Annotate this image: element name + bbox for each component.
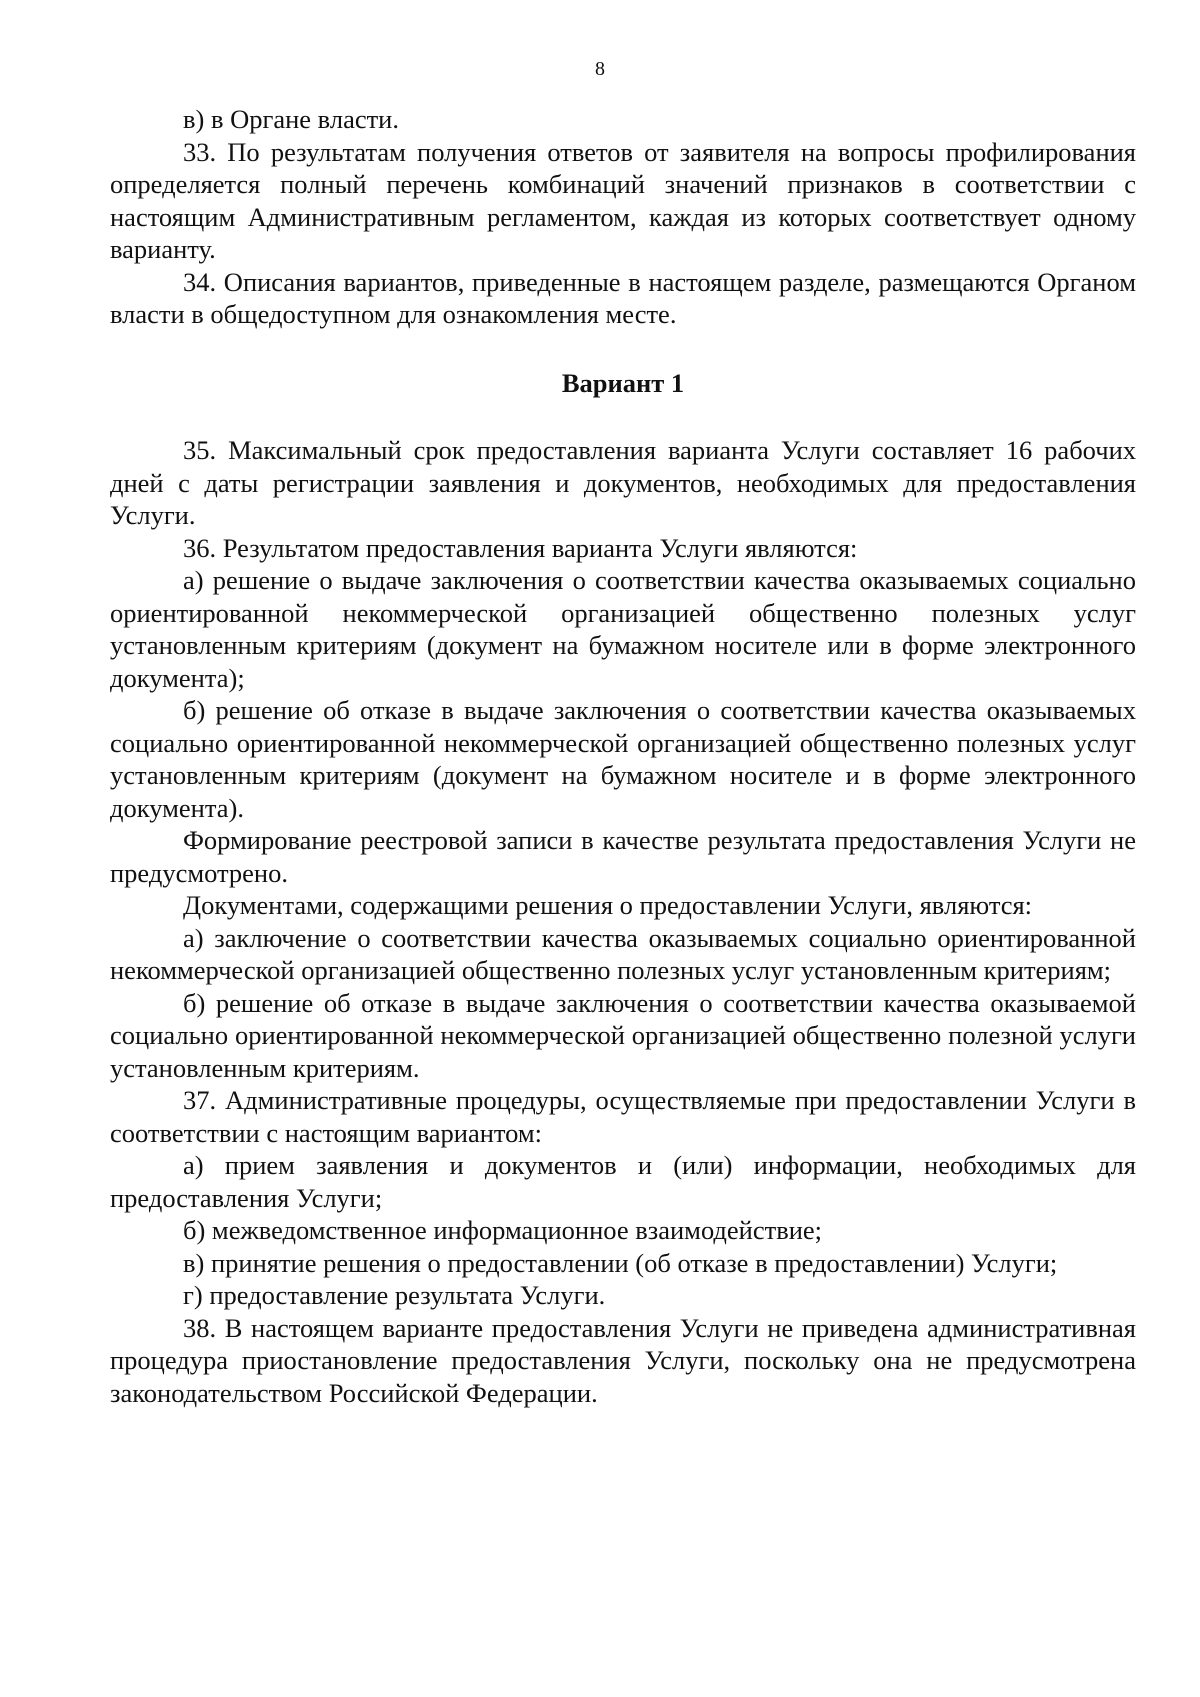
paragraph: 38. В настоящем варианте предоставления Услуги не приведена административная процедура приостановление предоставления Услуги, поскольку она не предусмотрена законодательством Российской Федерации. — [110, 1312, 1136, 1408]
paragraph: 35. Максимальный срок предоставления варианта Услуги составляет 16 рабочих дней с даты регистрации заявления и документов, необходимых для предоставления Услуги. — [110, 435, 1136, 530]
document-body — [110, 103, 1136, 1409]
paragraph: Формирование реестровой записи в качестве результата предоставления Услуги не предусмотрено. — [110, 825, 1136, 888]
paragraph: б) решение об отказе в выдаче заключения о соответствии качества оказываемой социально ориентированной некоммерческой организацией общественно полезной услуги установленным критериям. — [110, 987, 1136, 1083]
paragraph: Документами, содержащими решения о предоставлении Услуги, являются: — [183, 890, 1033, 920]
paragraph: б) решение об отказе в выдаче заключения о соответствии качества оказываемых социально ориентированной некоммерческой организацией общественно полезных услуг установленным критериям (документ на бумажном носителе и в форме электронного документа). — [110, 695, 1136, 823]
paragraph: а) прием заявления и документов и (или) информации, необходимых для предоставления Услуги; — [110, 1150, 1136, 1213]
paragraph: а) заключение о соответствии качества оказываемых социально ориентированной некоммерческой организацией общественно полезных услуг установленным критериям; — [110, 922, 1136, 985]
page-number: 8 — [595, 58, 605, 80]
paragraph: 34. Описания вариантов, приведенные в настоящем разделе, размещаются Органом власти в общедоступном для ознакомления месте. — [110, 266, 1136, 329]
paragraph: 36. Результатом предоставления варианта Услуги являются: — [183, 532, 858, 563]
paragraph: в) принятие решения о предоставлении (об отказе в предоставлении) Услуги; — [183, 1247, 1058, 1278]
intro-section — [110, 103, 1136, 331]
paragraph: г) предоставление результата Услуги. — [183, 1280, 606, 1310]
variant-section — [110, 434, 1136, 1409]
paragraph: в) в Органе власти. — [183, 104, 399, 134]
paragraph: б) межведомственное информационное взаимодействие; — [183, 1215, 823, 1245]
paragraph: 37. Административные процедуры, осуществляемые при предоставлении Услуги в соответствии с настоящим вариантом: — [110, 1085, 1136, 1148]
paragraph: 33. По результатам получения ответов от заявителя на вопросы профилирования определяется полный перечень комбинаций значений признаков в соответствии с настоящим Административным регламентом, каждая из которых соответствует одному варианту. — [110, 136, 1136, 264]
section-heading: Вариант 1 — [561, 367, 685, 398]
paragraph: а) решение о выдаче заключения о соответствии качества оказываемых социально ориентированной некоммерческой организацией общественно полезных услуг установленным критериям (документ на бумажном носителе или в форме электронного документа); — [110, 565, 1136, 693]
